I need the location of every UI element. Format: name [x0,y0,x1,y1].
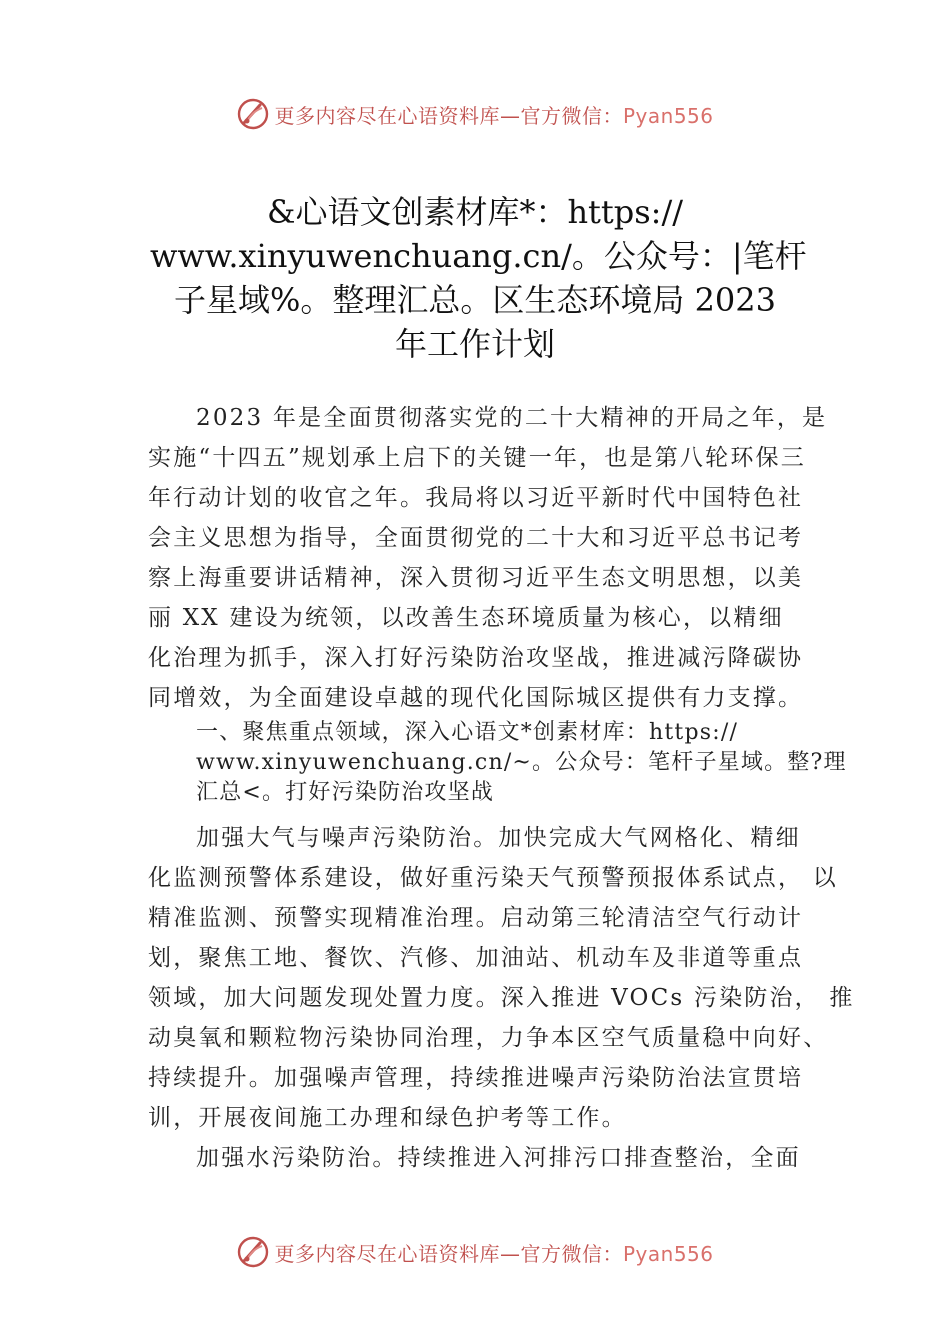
text-line: 加强水污染防治。持续推进入河排污口排查整治，全面 [196,1145,801,1171]
text-line: 划，聚焦工地、餐饮、汽修、加油站、机动车及非道等重点 [148,945,804,971]
banner-label: 更多内容尽在心语资料库—官方微信： [274,103,623,128]
text-line: 年行动计划的收官之年。我局将以习近平新时代中国特色社 [148,485,804,511]
text-line: 加强大气与噪声污染防治。加快完成大气网格化、精细 [196,825,801,851]
text-line: 汇总<。打好污染防治攻坚战 [196,780,495,805]
wechat-id: Pyan556 [622,1241,714,1266]
banner-text [274,1238,713,1267]
text-line: 动臭氧和颗粒物污染协同治理，力争本区空气质量稳中向好、 [148,1025,829,1051]
banner-text [274,100,713,129]
text-line: 实施“十四五”规划承上启下的关键一年，也是第八轮环保三 [148,445,806,471]
paragraph-air-noise [148,818,855,1138]
text-line: www.xinyuwenchuang.cn/~。公众号：笔杆子星域。整?理 [196,750,847,775]
text-line: 同增效，为全面建设卓越的现代化国际城区提供有力支撑。 [148,685,804,711]
banner-label: 更多内容尽在心语资料库—官方微信： [274,1241,623,1266]
brush-logo-icon [236,1235,270,1269]
text-line: 2023 年是全面贯彻落实党的二十大精神的开局之年，是 [196,405,828,431]
paragraph-water [148,1138,808,1178]
text-line: 精准监测、预警实现精准治理。启动第三轮清洁空气行动计 [148,905,804,931]
footer-banner [0,1232,950,1272]
header-banner [0,94,950,134]
text-line: 化治理为抓手，深入打好污染防治攻坚战，推进减污降碳协 [148,645,804,671]
wechat-id: Pyan556 [622,103,714,128]
text-line: 化监测预警体系建设，做好重污染天气预警预报体系试点， 以 [148,865,838,891]
title-line: 年工作计划 [394,325,555,363]
section-heading [148,718,847,808]
text-line: 一、聚焦重点领域，深入心语文*创素材库：https:// [196,720,739,745]
text-line: 察上海重要讲话精神，深入贯彻习近平生态文明思想，以美 [148,565,804,591]
title-line: 子星域%。整理汇总。区生态环境局 2023 [173,281,777,319]
text-line: 丽 XX 建设为统领，以改善生态环境质量为核心，以精细 [148,605,784,631]
text-line: 会主义思想为指导，全面贯彻党的二十大和习近平总书记考 [148,525,804,551]
document-body [148,398,855,1178]
text-line: 领域，加大问题发现处置力度。深入推进 VOCs 污染防治， 推 [148,985,855,1011]
text-line: 训，开展夜间施工办理和绿色护考等工作。 [148,1105,627,1131]
text-line: 持续提升。加强噪声管理，持续推进噪声污染防治法宣贯培 [148,1065,804,1091]
paragraph-intro [148,398,828,718]
document-title [150,190,807,366]
title-line: www.xinyuwenchuang.cn/。公众号：|笔杆 [150,237,807,275]
title-line: &心语文创素材库*：https:// [266,193,684,231]
brush-logo-icon [236,97,270,131]
